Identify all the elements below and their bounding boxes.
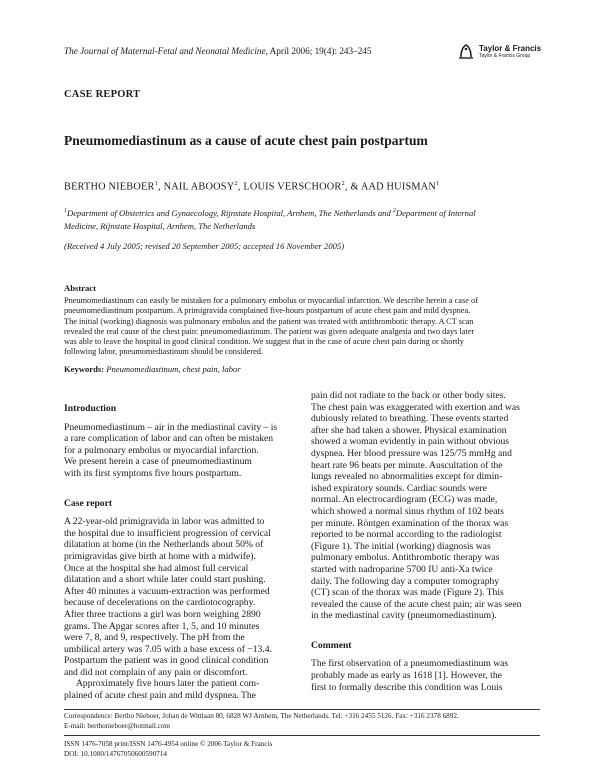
- article-type-label: CASE REPORT: [64, 89, 141, 100]
- abstract-line: The initial (working) diagnosis was pulmonary embolus and the patient was treated with antithrombotic therapy. A CT scan: [64, 316, 474, 326]
- issn-line: ISSN 1476-7058 print/ISSN 1476-4954 online © 2006 Taylor & Francis: [64, 740, 273, 748]
- author-name: LOUIS VERSCHOOR: [243, 181, 342, 193]
- text-line: heart rate 96 beats per minute. Auscultation of the: [311, 459, 503, 471]
- keywords-text: Pneumomediastinum, chest pain, labor: [106, 364, 241, 374]
- author-affiliation-mark: 2: [234, 180, 238, 187]
- text-line: plained of acute chest pain and mild dyspnea. The: [64, 690, 256, 702]
- text-line: with its first symptoms five hours postpartum.: [64, 467, 242, 479]
- correspondence-line: Correspondence: Bertho Nieboer, Johan de Wittlaan 80, 6828 WJ Arnhem, The Netherlands. Tel: +316 2455 5126. Fax: +316 2378 6892.: [64, 712, 459, 720]
- affiliation-text: Department of Obstetrics and Gynaecology, Rijnstate Hospital, Arnhem, The Netherlands and: [67, 207, 393, 218]
- footnote-divider: [64, 709, 540, 710]
- text-line: after she had taken a shower. Physical examination: [311, 424, 507, 436]
- text-line: dubiously related to breathing. These events started: [311, 413, 509, 425]
- text-line: dilatation at home (in the Netherlands about 50% of: [64, 539, 264, 551]
- text-line: revealed the cause of the acute chest pain; air was seen: [311, 598, 522, 610]
- text-line: were 7, 8, and 9, respectively. The pH from the: [64, 632, 245, 644]
- left-column: [64, 403, 293, 702]
- affiliation-line: Medicine, Rijnstate Hospital, Arnhem, The Netherlands: [64, 220, 256, 231]
- text-line: first to formally describe this condition was Louis: [311, 681, 503, 693]
- abstract-heading: Abstract: [64, 283, 96, 293]
- abstract-body: [64, 296, 540, 358]
- text-line: pulmonary embolus. Antithrombotic therapy was: [311, 552, 500, 564]
- text-line: The first observation of a pneumomediastinum was: [311, 658, 509, 670]
- text-line: The chest pain was exaggerated with exertion and was: [311, 401, 520, 413]
- text-line: After three tractions a girl was born weighing 2890: [64, 608, 261, 620]
- text-line: dilatation and a short while later could start pushing.: [64, 574, 266, 586]
- text-line: per minute. Röntgen examination of the thorax was: [311, 517, 509, 529]
- affiliation-mark: 2: [392, 208, 396, 214]
- abstract-line: was able to leave the hospital in good clinical condition. We suggest that in the case of acute chest pain during or shortly: [64, 337, 464, 347]
- author-name: NAIL ABOOSY: [163, 181, 235, 193]
- author-separator: ,: [237, 181, 244, 193]
- journal-issue: April 2006; 19(4): 243–245: [267, 46, 372, 56]
- article-title: Pneumomediastinum as a cause of acute chest pain postpartum: [64, 133, 428, 148]
- taylor-francis-logo-icon: [458, 42, 474, 60]
- publisher-name: Taylor & Francis: [479, 44, 542, 53]
- keywords: [64, 364, 241, 374]
- author-affiliation-mark: 1: [436, 180, 440, 187]
- text-line: started with nadroparine 5700 IU anti-Xa twice: [311, 563, 493, 575]
- paragraph-introduction: [64, 422, 293, 480]
- text-line: umbilical artery was 7.05 with a base excess of −13.4.: [64, 643, 272, 655]
- text-line: and did not complain of any pain or discomfort.: [64, 666, 248, 678]
- text-line: probably made as early as 1618 [1]. However, the: [311, 670, 502, 682]
- text-line: (CT) scan of the thorax was made (Figure 2). This: [311, 587, 504, 599]
- abstract-line: pneumomediastinum postpartum. A primigravida complained five-hours postpartum of acute chest pain and mild dyspnea.: [64, 306, 471, 316]
- section-heading-comment: Comment: [311, 639, 352, 651]
- text-line: We present herein a case of pneumomediastinum: [64, 456, 252, 468]
- text-line: After 40 minutes a vacuum-extraction was performed: [64, 585, 270, 597]
- text-line: Approximately five hours later the patient com-: [76, 678, 260, 690]
- text-line: in the mediastinal cavity (pneumomediastinum).: [311, 610, 497, 622]
- affiliation-line: [64, 205, 540, 220]
- text-line: because of decelerations on the cardiotocography.: [64, 597, 256, 609]
- text-line: reported to be normal according to the radiologist: [311, 529, 502, 541]
- affiliations: [64, 205, 540, 233]
- text-line: for a pulmonary embolus or myocardial infarction.: [64, 444, 259, 456]
- text-line: Postpartum the patient was in good clinical condition: [64, 655, 269, 667]
- text-line: which showed a normal sinus rhythm of 102 beats: [311, 505, 504, 517]
- keywords-label: Keywords:: [64, 364, 105, 374]
- doi-line: DOI: 10.1080/14767050600590714: [64, 749, 168, 758]
- abstract-line: Pneumomediastinum can easily be mistaken for a pulmonary embolus or myocardial infarction. We describe herein a case of: [64, 296, 478, 305]
- publisher-group: Taylor & Francis Group: [479, 53, 531, 59]
- author-affiliation-mark: 2: [341, 180, 345, 187]
- author-name: BERTHO NIEBOER: [64, 181, 155, 193]
- paragraph-case-report: [64, 516, 293, 678]
- right-column: [311, 390, 540, 693]
- section-heading-introduction: Introduction: [64, 403, 117, 414]
- text-line: ished expiratory sounds. Cardiac sounds were: [311, 482, 487, 494]
- author-separator: ,: [158, 181, 164, 193]
- received-dates: (Received 4 July 2005; revised 20 September 2005; accepted 16 November 2005): [64, 241, 345, 251]
- journal-name: The Journal of Maternal-Fetal and Neonatal Medicine,: [64, 46, 268, 56]
- paragraph-comment: [311, 658, 540, 693]
- text-line: (Figure 1). The initial (working) diagnosis was: [311, 540, 491, 552]
- text-line: the hospital due to insufficient progression of cervical: [64, 527, 271, 539]
- author-affiliation-mark: 1: [154, 180, 159, 187]
- text-line: pain did not radiate to the back or other body sites.: [311, 390, 506, 401]
- text-line: Pneumomediastinum – air in the mediastinal cavity – is: [64, 421, 278, 433]
- text-line: lungs revealed no abnormalities except for dimin-: [311, 471, 503, 483]
- abstract-line: revealed the real cause of the chest pain: pneumomediastinum. The patient was given adequate analgesia and two days later: [64, 326, 475, 336]
- journal-citation: [64, 46, 372, 56]
- text-line: primigravidas give birth at home with a midwife).: [64, 550, 256, 562]
- publication-info: [64, 740, 540, 759]
- correspondence-footnote: [64, 712, 540, 731]
- affiliation-text: Department of Internal: [395, 207, 476, 218]
- text-line: normal. An electrocardiogram (ECG) was made,: [311, 494, 498, 506]
- author-name: AAD HUISMAN: [360, 181, 436, 193]
- abstract-line: following labor, pneumomediastinum should be considered.: [64, 347, 263, 357]
- author-separator: , &: [344, 181, 361, 193]
- text-line: showed a woman evidently in pain without obvious: [311, 436, 509, 448]
- publisher-logo: [458, 42, 548, 62]
- text-line: daily. The following day a computer tomography: [311, 575, 500, 587]
- author-list: [64, 180, 439, 192]
- email-line: E-mail: berthonieboer@hotmail.com: [64, 721, 171, 730]
- text-line: A 22-year-old primigravida in labor was admitted to: [64, 516, 265, 528]
- affiliation-mark: 1: [64, 208, 67, 214]
- footer-divider: [64, 735, 540, 736]
- text-line: Once at the hospital she had almost full cervical: [64, 562, 249, 574]
- paragraph-case-report-cont: [311, 390, 540, 622]
- text-line: a rare complication of labor and can often be mistaken: [64, 433, 274, 445]
- section-heading-case-report: Case report: [64, 497, 113, 509]
- text-line: dyspnea. Her blood pressure was 125/75 mmHg and: [311, 447, 512, 459]
- text-line: grams. The Apgar scores after 1, 5, and 10 minutes: [64, 620, 260, 632]
- paragraph-case-report-2: [64, 678, 293, 701]
